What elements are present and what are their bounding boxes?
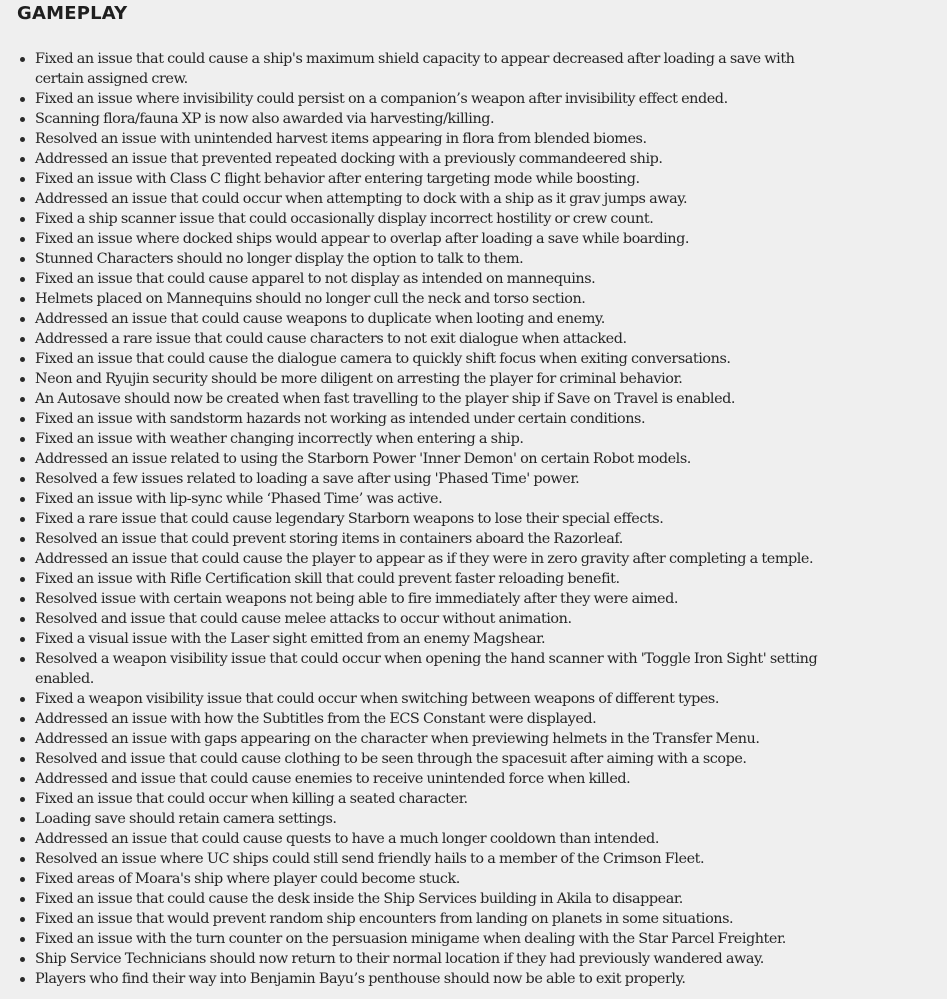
list-item: Fixed an issue with the turn counter on the persuasion minigame when dealing with the Star Parcel Freighter. (17, 929, 845, 949)
list-item: Addressed an issue that could occur when attempting to dock with a ship as it grav jumps away. (17, 189, 845, 209)
list-item: Fixed an issue that could occur when killing a seated character. (17, 789, 845, 809)
list-item: Resolved an issue with unintended harvest items appearing in flora from blended biomes. (17, 129, 845, 149)
list-item: Fixed areas of Moara's ship where player could become stuck. (17, 869, 845, 889)
list-item: Resolved an issue that could prevent storing items in containers aboard the Razorleaf. (17, 529, 845, 549)
list-item: Ship Service Technicians should now return to their normal location if they had previously wandered away. (17, 949, 845, 969)
list-item: Fixed an issue where invisibility could persist on a companion’s weapon after invisibility effect ended. (17, 89, 845, 109)
gameplay-notes-list (17, 49, 845, 989)
list-item: Resolved and issue that could cause melee attacks to occur without animation. (17, 609, 845, 629)
list-item: Addressed an issue that prevented repeated docking with a previously commandeered ship. (17, 149, 845, 169)
list-item: Resolved a few issues related to loading a save after using 'Phased Time' power. (17, 469, 845, 489)
list-item: Addressed an issue with gaps appearing on the character when previewing helmets in the Transfer Menu. (17, 729, 845, 749)
list-item: Helmets placed on Mannequins should no longer cull the neck and torso section. (17, 289, 845, 309)
list-item: Fixed an issue that would prevent random ship encounters from landing on planets in some situations. (17, 909, 845, 929)
list-item: Fixed an issue with sandstorm hazards not working as intended under certain conditions. (17, 409, 845, 429)
list-item: Fixed a visual issue with the Laser sight emitted from an enemy Magshear. (17, 629, 845, 649)
list-item: Fixed an issue that could cause a ship's maximum shield capacity to appear decreased after loading a save with certain assigned crew. (17, 49, 845, 89)
list-item: Neon and Ryujin security should be more diligent on arresting the player for criminal behavior. (17, 369, 845, 389)
list-item: Resolved issue with certain weapons not being able to fire immediately after they were aimed. (17, 589, 845, 609)
list-item: Addressed a rare issue that could cause characters to not exit dialogue when attacked. (17, 329, 845, 349)
section-title: GAMEPLAY (17, 3, 128, 24)
list-item: Fixed an issue that could cause the desk inside the Ship Services building in Akila to disappear. (17, 889, 845, 909)
list-item: Addressed an issue with how the Subtitles from the ECS Constant were displayed. (17, 709, 845, 729)
list-item: Fixed an issue with lip-sync while ‘Phased Time’ was active. (17, 489, 845, 509)
list-item: Addressed and issue that could cause enemies to receive unintended force when killed. (17, 769, 845, 789)
list-item: Fixed an issue where docked ships would appear to overlap after loading a save while boarding. (17, 229, 845, 249)
list-item: Loading save should retain camera settings. (17, 809, 845, 829)
list-item: Addressed an issue that could cause the player to appear as if they were in zero gravity after completing a temple. (17, 549, 845, 569)
list-item: Fixed an issue with Rifle Certification skill that could prevent faster reloading benefit. (17, 569, 845, 589)
list-item: Addressed an issue related to using the Starborn Power 'Inner Demon' on certain Robot models. (17, 449, 845, 469)
list-item: Fixed an issue with weather changing incorrectly when entering a ship. (17, 429, 845, 449)
list-item: Scanning flora/fauna XP is now also awarded via harvesting/killing. (17, 109, 845, 129)
list-item: Fixed an issue that could cause apparel to not display as intended on mannequins. (17, 269, 845, 289)
list-item: Addressed an issue that could cause quests to have a much longer cooldown than intended. (17, 829, 845, 849)
list-item: Fixed a rare issue that could cause legendary Starborn weapons to lose their special effects. (17, 509, 845, 529)
list-item: Fixed a weapon visibility issue that could occur when switching between weapons of different types. (17, 689, 845, 709)
list-item: An Autosave should now be created when fast travelling to the player ship if Save on Travel is enabled. (17, 389, 845, 409)
list-item: Resolved an issue where UC ships could still send friendly hails to a member of the Crimson Fleet. (17, 849, 845, 869)
list-item: Resolved a weapon visibility issue that could occur when opening the hand scanner with 'Toggle Iron Sight' setting enabled. (17, 649, 845, 689)
list-item: Fixed a ship scanner issue that could occasionally display incorrect hostility or crew count. (17, 209, 845, 229)
list-item: Players who find their way into Benjamin Bayu’s penthouse should now be able to exit properly. (17, 969, 845, 989)
list-item: Stunned Characters should no longer display the option to talk to them. (17, 249, 845, 269)
list-item: Fixed an issue that could cause the dialogue camera to quickly shift focus when exiting conversations. (17, 349, 845, 369)
list-item: Fixed an issue with Class C flight behavior after entering targeting mode while boosting. (17, 169, 845, 189)
list-item: Resolved and issue that could cause clothing to be seen through the spacesuit after aiming with a scope. (17, 749, 845, 769)
list-item: Addressed an issue that could cause weapons to duplicate when looting and enemy. (17, 309, 845, 329)
